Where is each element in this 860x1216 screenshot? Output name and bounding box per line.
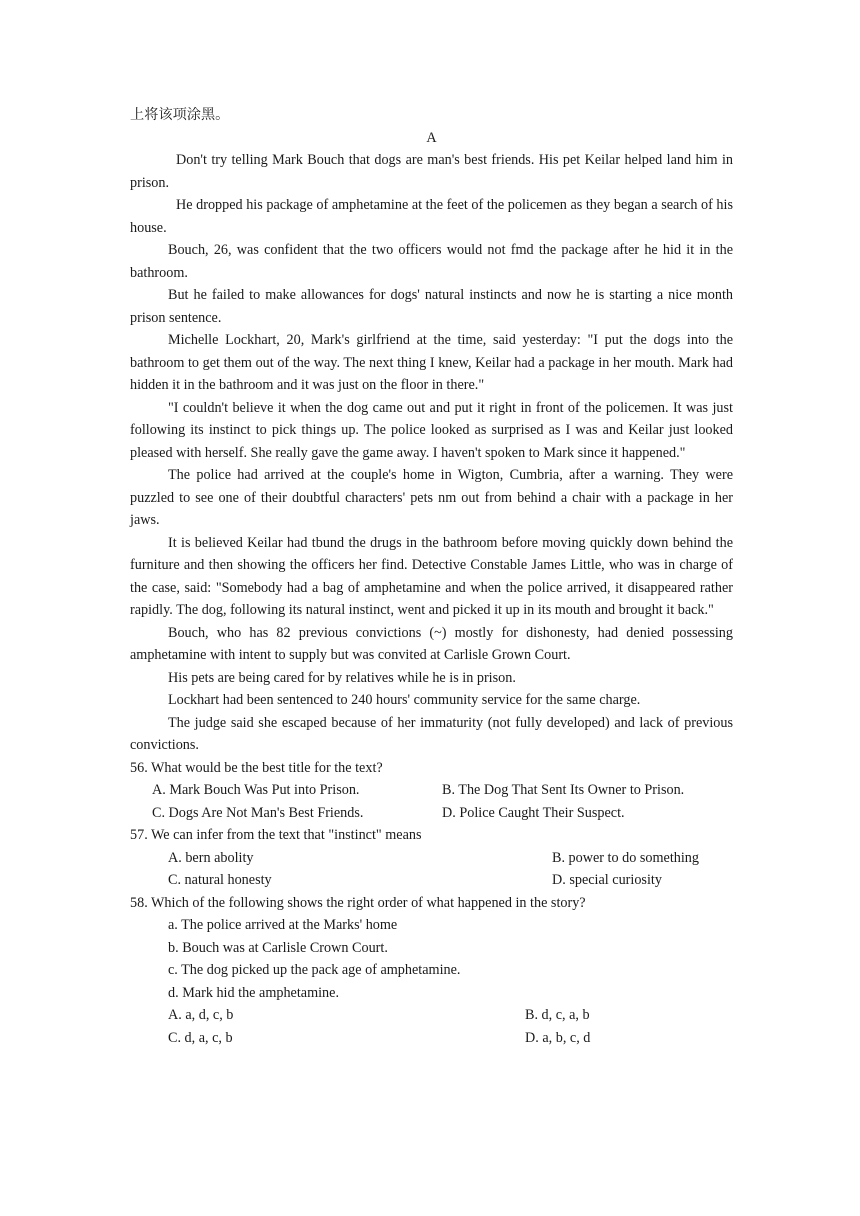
question-stem: 57. We can infer from the text that "instinct" means [130,827,422,843]
paragraph: It is believed Keilar had tbund the drugs in the bathroom before moving quickly down behind the furniture and then showing the officers her find. Detective Constable James Little, who was in charge of the case, said: "Somebody had a bag of amphetamine and when the police arrived, it disappeared rather rapidly. The dog, following its natural instinct, went and picked it up in its mouth and brought it back." [130,534,733,618]
option-c[interactable]: C. natural honesty [168,872,272,888]
paragraph: "I couldn't believe it when the dog came out and put it right in front of the policemen. It was just following its instinct to pick things up. The police looked as surprised as I was and Keilar just looked pleased with herself. She really gave the game away. I haven't spoken to Mark since it happened." [130,399,733,461]
option-a[interactable]: A. Mark Bouch Was Put into Prison. [152,782,360,798]
event-item: d. Mark hid the amphetamine. [168,984,339,1001]
header-line: 上将该项涂黑。 [130,107,230,123]
question-stem: 58. Which of the following shows the right order of what happened in the story? [130,894,586,911]
paragraph: His pets are being cared for by relatives while he is in prison. [168,669,516,686]
option-d[interactable]: D. a, b, c, d [525,1029,591,1046]
question-57 [130,824,733,892]
option-c[interactable]: C. Dogs Are Not Man's Best Friends. [152,804,364,821]
event-item: c. The dog picked up the pack age of amphetamine. [168,962,461,978]
option-d[interactable]: D. special curiosity [552,872,662,888]
question-56 [130,757,733,825]
option-d[interactable]: D. Police Caught Their Suspect. [442,804,625,821]
exam-page [130,104,733,1049]
paragraph: The judge said she escaped because of her immaturity (not fully developed) and lack of previous convictions. [130,714,733,753]
paragraph: Bouch, who has 82 previous convictions (~) mostly for dishonesty, had denied possessing amphetamine with intent to supply but was convited at Carlisle Grown Court. [130,624,733,663]
question-stem: 56. What would be the best title for the text? [130,759,383,776]
question-58 [130,892,733,1050]
paragraph: He dropped his package of amphetamine at the feet of the policemen as they began a search of his house. [130,197,733,236]
paragraph: Don't try telling Mark Bouch that dogs are man's best friends. His pet Keilar helped land him in prison. [130,152,733,191]
option-c[interactable]: C. d, a, c, b [168,1029,233,1046]
section-letter: A [426,129,437,146]
paragraph: But he failed to make allowances for dogs' natural instincts and now he is starting a nice month prison sentence. [130,287,733,326]
paragraph: Lockhart had been sentenced to 240 hours' community service for the same charge. [168,692,641,708]
paragraph: Michelle Lockhart, 20, Mark's girlfriend at the time, said yesterday: "I put the dogs into the bathroom to get them out of the way. The next thing I knew, Keilar had a package in her mouth. Mark had hidden it in the bathroom and it was just on the floor in there." [130,332,733,393]
option-a[interactable]: A. a, d, c, b [168,1007,234,1023]
event-item: b. Bouch was at Carlisle Crown Court. [168,939,388,956]
option-a[interactable]: A. bern abolity [168,849,254,866]
paragraph: Bouch, 26, was confident that the two officers would not fmd the package after he hid it in the bathroom. [130,242,733,281]
passage [130,149,733,757]
event-item: a. The police arrived at the Marks' home [168,917,398,933]
option-b[interactable]: B. The Dog That Sent Its Owner to Prison. [442,782,685,798]
option-b[interactable]: B. d, c, a, b [525,1007,590,1023]
option-b[interactable]: B. power to do something [552,849,699,866]
paragraph: The police had arrived at the couple's home in Wigton, Cumbria, after a warning. They were puzzled to see one of their doubtful characters' pets nm out from behind a chair with a package in her jaws. [130,467,733,528]
